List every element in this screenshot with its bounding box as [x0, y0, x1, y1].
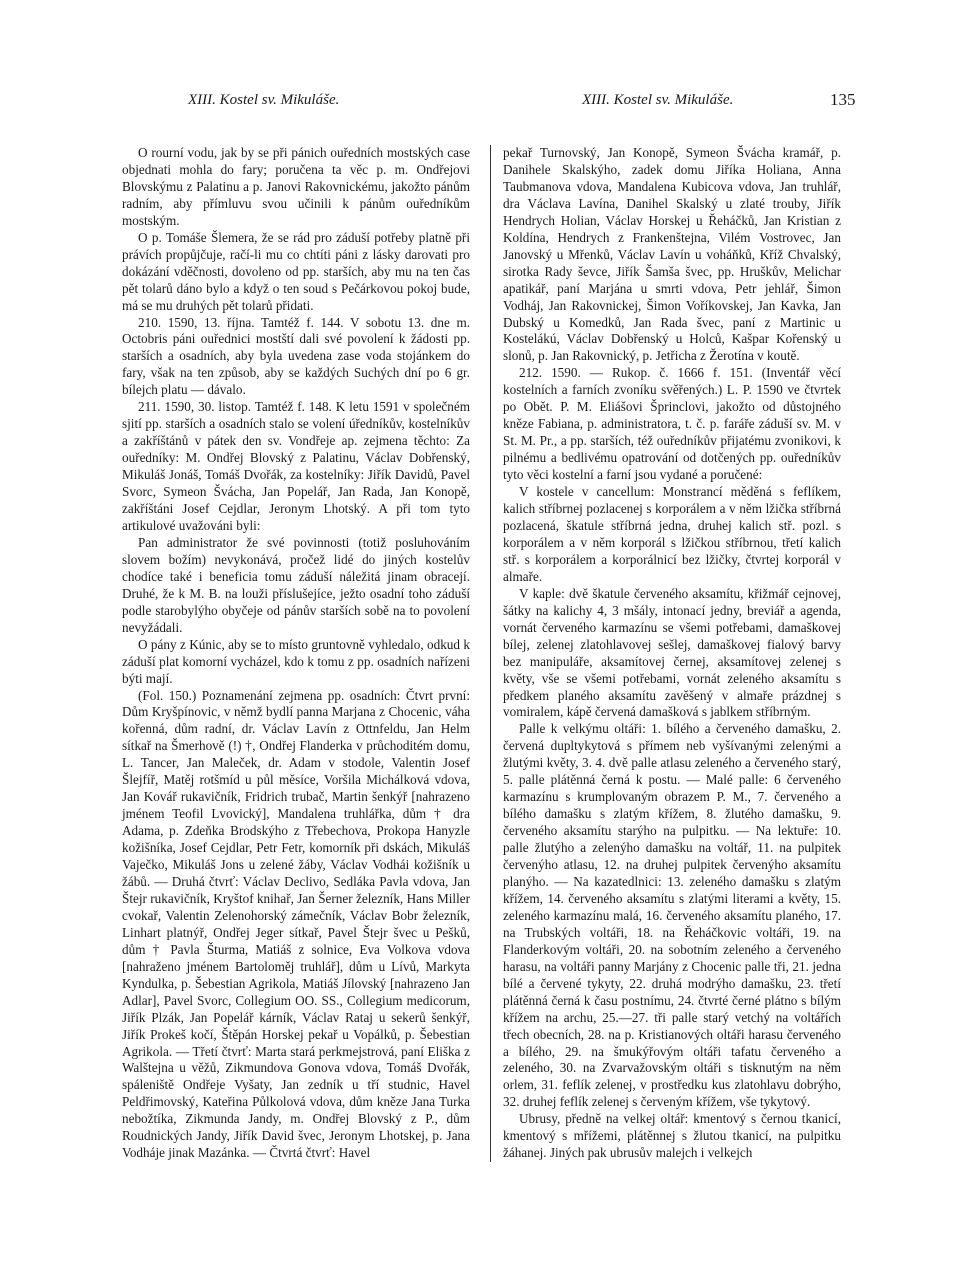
- paragraph: pekař Turnovský, Jan Konopě, Symeon Švácha kramář, p. Danihele Skalskýho, zadek domu Jiříka Holiana, Anna Taubmanova vdova, Mandalena Kubicova vdova, Jan truhlář, dra Václava Lavína, Danihel Skalský u zlaté trouby, Jiřík Hendrych Holian, Václav Horskej u Řeháčků, Jan Kristian z Koldína, Hendrych z Frankenštejna, Vilém Vostrovec, Jan Janovský u Mřenků, Václav Lavín u voháňků, Kříž Chvalský, sirotka Rady ševce, Jiřík Šamša švec, pp. Hruškův, Melichar apatikář, paní Marjána u smrti vdova, Petr jehlář, Šimon Vodháj, Jan Rakovnickej, Šimon Voříkovskej, Jan Kavka, Jan Dubský u Komedků, Jan Rada švec, paní z Martinic u Kostelákú, Václav Dobřenský u Holců, Kašpar Kořenský u slonů, p. Jan Rakovnický, p. Jetřicha z Žerotína v koutě.: [503, 145, 841, 364]
- page-number: 135: [830, 90, 856, 109]
- paragraph: 212. 1590. — Rukop. č. 1666 f. 151. (Inventář věcí kostelních a farních zvoníku svěřených.) L. P. 1590 ve čtvrtek po Obět. P. M. Eliášovi Šprinclovi, jakožto od důstojného kněze Fabiana, p. administratora, t. č. p. faráře záduší sv. M. v St. M. Pr., a pp. starších, též ouředníkův přijatému zvonikovi, k pilnému a bedlivému opatrování od dotčených pp. ouředníkův tyto věci kostelní a farní jsou vydané a poručené:: [503, 365, 841, 483]
- paragraph: Pan administrator že své povinnosti (totiž posluhováním slovem božím) nevykonává, pročež lidé do jiných kostelův chodíce také i beneficia tomu záduší náležitá jinam obracejí. Druhé, že k M. B. na louži příslušejíce, ježto osadní toho záduší podle starobylýho obyčeje od pánův starších sobě na to povolení nevyžádali.: [122, 534, 470, 635]
- running-title-right: XIII. Kostel sv. Mikuláše.: [582, 92, 734, 108]
- paragraph: O rourní vodu, jak by se při pánich ouředních mostských case objednati mohla do fary; poručena ta věc p. m. Ondřejovi Blovskýmu z Palatinu a p. Janovi Rakovnickému, jakožto pánům radním, aby přímluvu svou učinili k pánům ouředníkům mostským.: [122, 145, 470, 228]
- paragraph: O p. Tomáše Šlemera, že se rád pro záduší potřeby platně při právích propůjčuje, račí-li mu co chtíti páni z lásky darovati pro dokázání vděčnosti, dovoleno od pp. starších, aby mu na ten čas pět tolarů dáno bylo a když o ten soud s Pečárkovou pokoj bude, má se mu druhých pět tolarů přidati.: [122, 229, 470, 313]
- paragraph: (Fol. 150.) Poznamenání zejmena pp. osadních: Čtvrt první: Dům Kryšpínovic, v němž bydlí panna Marjana z Chocenic, váha kořenná, dům radní, dr. Václav Lavín z Ottnfeldu, Jan Helm sítkař na Šmerhově (!) †, Ondřej Flanderka v průchoditém domu, L. Tancer, Jan Maleček, dr. Adam v stodole, Valentin Josef Šlejfíř, Matěj rotšmíd u půl měsíce, Voršila Michálková vdova, Jan Kovář rukavičník, Fridrich trubač, Martin šenkýř [nahrazeno jménem Teofil Lvovický], Mandalena truhlářka, dům † dra Adama, p. Zdeňka Brodskýho z Třebechova, Prokopa Hanyzle kožišníka, Josef Cejdlar, Petr Fetr, komorník při dskách, Mikuláš Vaječko, Mikuláš Jons u zelené žáby, Václav Vodhái kožišník u žábů. — Druhá čtvrť: Václav Declivo, Sedlákа Pavla vdova, Jan Štejr rukavičník, Kryštof knihař, Jan Šerner železník, Hans Miller cvokař, Valentin Zelenohorský zámečník, Václav Bobr železník, Linhart platnýř, Ondřej Jeger sítkař, Pavel Štejr švec u Pešků, dům † Pavla Šturma, Matiáš z solnice, Eva Volkova vdova [nahraženo jménem Bartoloměj truhlář], dům u Lívů, Markyta Kyndulka, p. Šebestian Agrikola, Matiáš Jílovský [nahrazeno Jan Adlar], Pavel Svorc, Collegium OO. SS., Collegium medicorum, Jiřík Plzák, Jan Popelář kárník, Václav Rataj u sekerů šenkýř, Jiřík Prokeš kočí, Štěpán Horskej pekař u Vopálků, p. Šebestian Agrikola. — Třetí čtvrť: Marta stará perkmejstrová, paní Eliška z Walštejna u věžů, Zikmundova Gonova vdova, Tomáš Dvořák, spáleniště Ondřeje Vyšaty, Jan zedník u tří studnic, Havel Peldřimovský, Kateřina Půlkolová vdova, dům kněze Jana Turka nebožtíka, Zikmunda Jandy, m. Ondřej Blovský z P., dům Roudnických Jandy, Jiřík David švec, Jeronym Lhotskej, p. Jana Vodháje jinak Mazánka. — Čtvrtá čtvrť: Havel: [122, 687, 470, 1161]
- running-title-left: XIII. Kostel sv. Mikuláše.: [188, 92, 340, 108]
- left-column: [122, 145, 470, 1162]
- paragraph: O pány z Kúnic, aby se to místo gruntovně vyhledalo, odkud k záduší plat komorní vycházel, kdo k tomu z pp. osadních nařízeni býti mají.: [122, 636, 470, 686]
- paragraph: V kostele v cancellum: Monstrancí měděná s feflíkem, kalich stříbrnej pozlacenej s korporálem a v něm lžička stříbrná pozlacená, škatule stříbrná jedna, druhej kalich stř. pozl. s korporálem a v něm korporál s lžičkou stříbrnou, třetí kalich stř. s korporálem a korporálnicí bez lžičky, čtvrtej korporál v almaře.: [503, 484, 841, 584]
- paragraph: V kaple: dvě škatule červeného aksamítu, křižmář cejnovej, šátky na kalichy 4, 3 mšály, intonací jedny, breviář a agenda, vornát červeného karmazínu se všemi potřebami, damaškovej bílej, zelenej zlatohlavovej sešlej, damaškovej fialový barvy bez manipuláře, aksamítovej černej, aksamítovej zelenej s květy, vše se všemi potřebami, vornát zeleného aksamítu s předkem planého aksamítu zavěšený v almaře prázdnej s vomiralem, kápě červená damašková s jablkem stříbrným.: [503, 585, 841, 720]
- paragraph: 210. 1590, 13. října. Tamtéž f. 144. V sobotu 13. dne m. Octobris páni ouřednici mostští dali své povolení k žádosti pp. starších a osadních, aby byla uvedena zase voda stojánkem do fary, však na ten způsob, aby se každých Suchých dní po 6 gr. bílejch platu — dávalo.: [122, 314, 470, 398]
- paragraph: Palle k velkýmu oltáři: 1. bílého a červeného damašku, 2. červená dupltykytová s přímem neb vyšívanými zelenými a žlutými květy, 3. 4. dvě palle atlasu zeleného a červeného starý, 5. palle plátěnná černá k postu. — Malé palle: 6 červeného karmazínu s krumplovaným obrazem P. M., 7. červeného a bílého damašku s zlatým křížem, 8. žlutého damašku, 9. červeného aksamítu starýho na pulpitku. — Na lektuře: 10. palle žlutýho a zelenýho damašku na voltář, 11. na pulpitek červenýho atlasu, 12. na druhej pulpitek červenýho aksamítu planýho. — Na kazatedlnici: 13. zeleného damašku s zlatým křížem, 14. červeného aksamítu s zlatými literami a květy, 15. zeleného karmazínu malá, 16. červeného aksamítu planého, 17. na Trubských voltáři, 18. na Řeháčkovic voltáři, 19. na Flanderkovým voltáři, 20. na sobotním zeleného a červeného harasu, na voltáři panny Marjány z Chocenic palle tři, 21. jedna bílé a červené tykyty, 22. druhá modrýho damašku, 23. třetí plátěnná černá k času postnímu, 24. čtvrté černé plátno s bílým křížem na archu, 25.—27. tři palle starý vetchý na voltářích třech obecních, 28. na p. Kristianových oltáři harasu červeného a bílého, 29. na šmukýřovým oltáři tafatu červeného a zeleného, 30. na Zvarvažovským oltáři s tisknutým na něm orlem, 31. feflík zelenej, v prostředku kus zlatohlavu dobrýho, 32. druhej feflík zelenej s červeným křížem, vše tykytový.: [503, 721, 841, 1110]
- paragraph: 211. 1590, 30. listop. Tamtéž f. 148. K letu 1591 v společném sjití pp. starších a osadních stalo se volení úředníkův, kostelníkův a zakříštánů v pátek den sv. Vondřeje ap. zejmena těchto: Za ouředníky: M. Ondřej Blovský z Palatinu, Václav Dobřenský, Mikuláš Jonáš, Tomáš Dvořák, za kostelníky: Jiřík Davidů, Pavel Svorc, Symeon Švácha, Jan Popelář, Jan Rada, Jan Konopě, zakříštáni Josef Cejdlar, Jeronym Lhotský. A při tom tyto artikulové uvažováni byli:: [122, 399, 470, 533]
- paragraph: Ubrusy, předně na velkej oltář: kmentový s černou tkanicí, kmentový s mřížemi, plátěnnej s žlutou tkanicí, na pulpitku žáhanej. Jiných pak ubrusův malejch i velkejch: [503, 1111, 841, 1161]
- right-column: [490, 145, 841, 1162]
